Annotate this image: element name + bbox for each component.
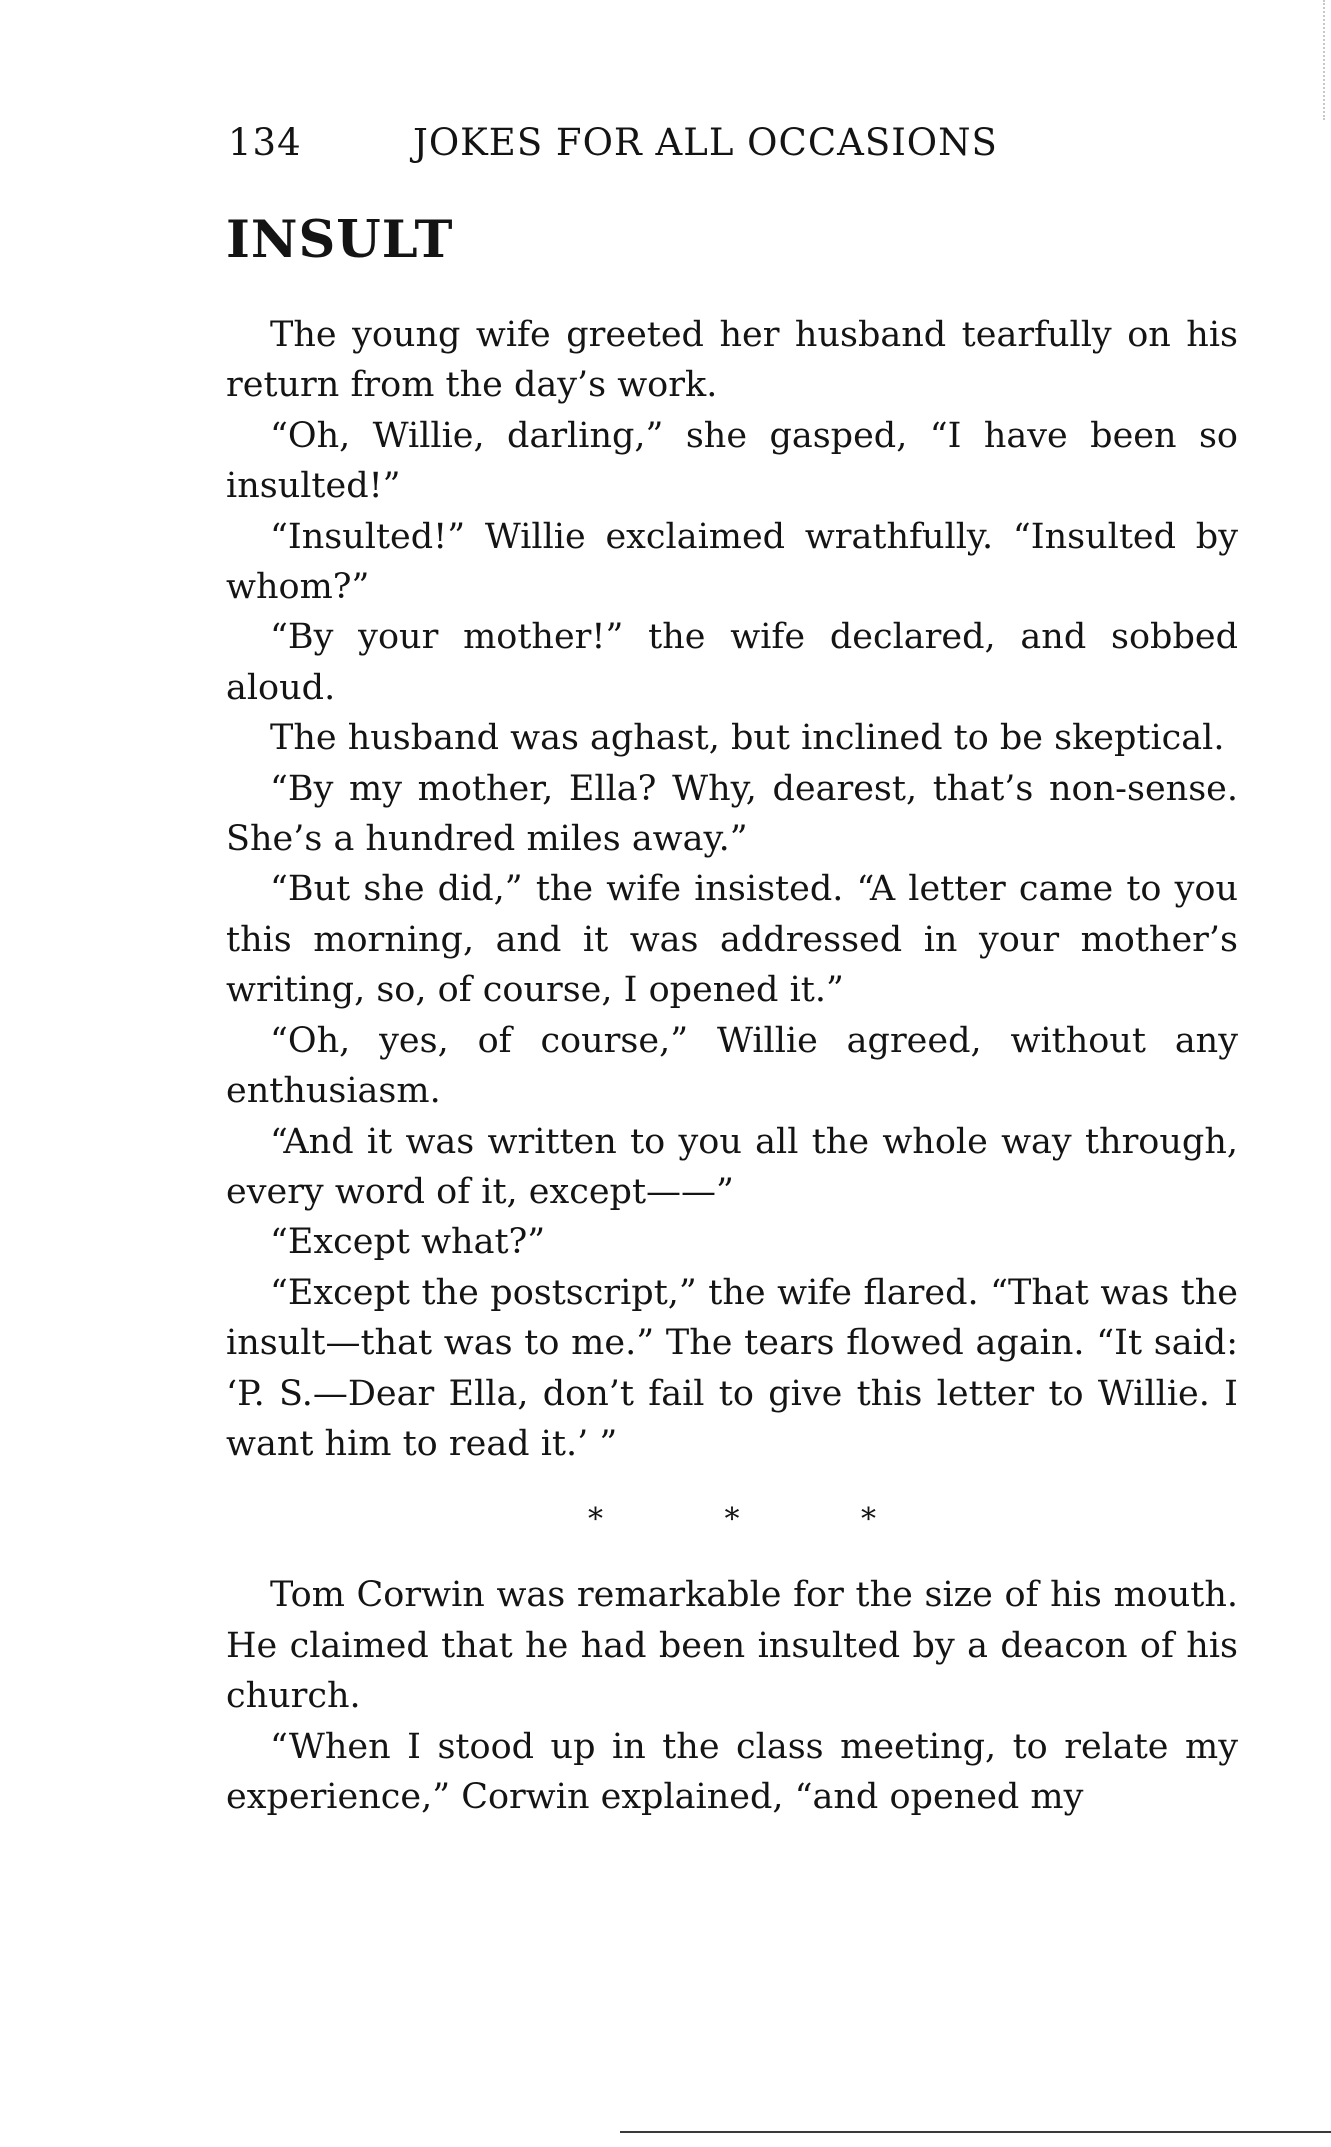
paragraph: “Oh, yes, of course,” Willie agreed, without any enthusiasm. [226,1020,1238,1112]
paragraph: “But she did,” the wife insisted. “A letter came to you this morning, and it was addressed in your mother’s writing, so, of course, I opened it.” [226,869,1238,1011]
running-head [228,118,1048,168]
paragraph: “Insulted!” Willie exclaimed wrathfully. “Insulted by whom?” [226,516,1238,608]
paragraph: “When I stood up in the class meeting, to relate my experience,” Corwin explained, “and opened my [226,1726,1238,1817]
paragraph: “By your mother!” the wife declared, and sobbed aloud. [226,617,1238,708]
body-text [226,310,1238,1822]
bottom-rule [620,2131,1331,2133]
paragraph: “By my mother, Ella? Why, dearest, that’s non-sense. She’s a hundred miles away.” [226,768,1238,860]
page-edge-specks [1319,0,1325,120]
book-title: JOKES FOR ALL OCCASIONS [413,121,998,164]
paragraph: “And it was written to you all the whole way through, every word of it, except——” [226,1121,1238,1212]
section-separator: * * * [587,1502,933,1538]
paragraph: “Except the postscript,” the wife flared. “That was the insult—that was to me.” The tears flowed again. “It said: ‘P. S.—Dear Ella, don’t fail to give this letter to Willie. I want him to read it.’ ” [226,1272,1238,1464]
paragraph: Tom Corwin was remarkable for the size of his mouth. He claimed that he had been insulted by a deacon of his church. [226,1575,1238,1717]
paragraph: “Oh, Willie, darling,” she gasped, “I have been so insulted!” [226,415,1238,507]
paragraph: “Except what?” [270,1222,546,1263]
paragraph: The husband was aghast, but inclined to be skeptical. [270,718,1225,759]
paragraph: The young wife greeted her husband tearfully on his return from the day’s work. [226,315,1238,406]
section-title: INSULT [226,210,454,270]
page-number: 134 [228,121,302,164]
